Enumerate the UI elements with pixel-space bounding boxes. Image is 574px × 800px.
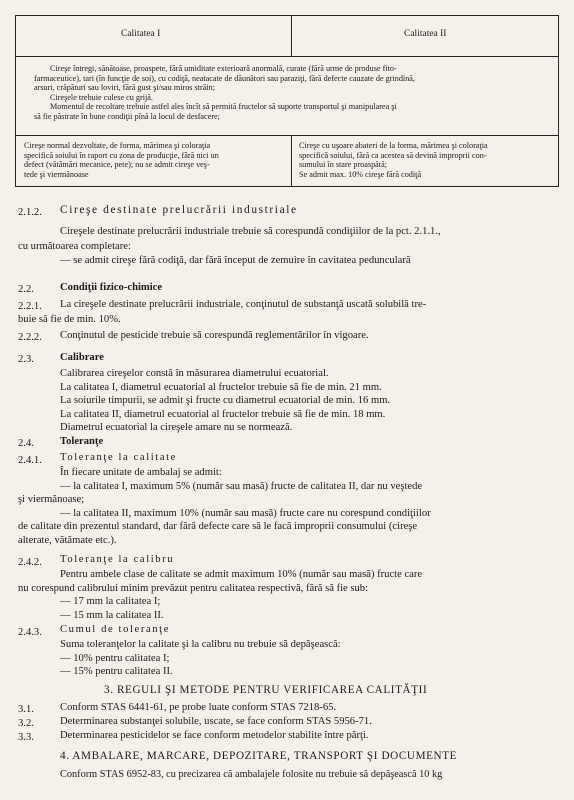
paragraph: La cireşele destinate prelucrării industriale, conţinutul de substanţă uscată solubilă tre- buie să fie de min. 10%. <box>18 299 427 325</box>
paragraph: Conţinutul de pesticide trebuie să corespundă reglementărilor în vigoare. <box>60 330 369 341</box>
chapter-title: 4. AMBALARE, MARCARE, DEPOZITARE, TRANSPORT ŞI DOCUMENTE <box>60 750 458 762</box>
section-number: 2.4. <box>18 438 34 449</box>
section-number: 2.2.1. <box>18 301 42 312</box>
subsection-title: Cumul de toleranţe <box>60 624 170 635</box>
chapter-title: 3. REGULI ŞI METODE PENTRU VERIFICAREA CALITĂŢII <box>104 684 428 696</box>
common-requirements: Cireşe întregi, sănătoase, proaspete, fără umiditate exterioară anormală, curate (fără urme de produse fito- farmaceutice), tari (în funcţie de soi), cu codiţă, neatacate de dăunători sau paraziţi, fără defecte cauzate de grindină, arsuri, crăpături sau loviri, fără gust şi/sau miros străin; Cireşele trebuie culese cu grijă. Momentul de recoltare trebuie astfel ales încît să permită fructelor să suporte transportul şi manipularea şi să fie păstrate în bune condiţii pînă la locul de desfacere; <box>34 64 415 121</box>
item-text: Determinarea pesticidelor se face conform metodelor stabilite între părţi. <box>60 730 369 741</box>
section-body: Calibrarea cireşelor constă în măsurarea diametrului ecuatorial. La calitatea I, diametrul ecuatorial al fructelor trebuie să fie de min. 21 mm. La soiurile timpurii, se admit şi fructe cu diametrul ecuatorial de min. 16 mm. La calitatea II, diametrul ecuatorial al fructelor trebuie să fie de min. 18 mm. Diametrul ecuatorial la cireşele amare nu se normează. <box>60 368 391 433</box>
subsection-title: Toleranţe la calitate <box>60 452 177 463</box>
item-text: Determinarea substanţei solubile, uscate, se face conform STAS 5956-71. <box>60 716 372 727</box>
item-number: 3.1. <box>18 704 34 715</box>
quality-table <box>15 15 559 187</box>
section-title: Toleranţe <box>60 436 104 447</box>
section-number: 2.4.2. <box>18 557 42 568</box>
section-body: Suma toleranţelor la calitate şi la calibru nu trebuie să depăşească: — 10% pentru calitatea I; — 15% pentru calitatea II. <box>60 639 341 678</box>
table-header-row <box>16 16 558 57</box>
header-quality-1: Calitatea I <box>121 29 161 39</box>
paragraph: Conform STAS 6952-83, cu precizarea că ambalajele folosite nu trebuie să depăşească 10 kg <box>60 769 443 780</box>
item-number: 3.3. <box>18 732 34 743</box>
section-body: Pentru ambele clase de calitate se admit maximum 10% (număr sau masă) fructe care nu corespund calibrului minim prevăzut pentru calitatea respectivă, fără să fie sub: — 17 mm la calitatea I; — 15 mm la calitatea II. <box>18 569 423 621</box>
section-number: 2.4.3. <box>18 627 42 638</box>
section-number: 2.1.2. <box>18 207 42 218</box>
quality-1-cell: Cireşe normal dezvoltate, de forma, mărimea şi coloraţia specifică soiului în raport cu zona de producţie, fără nici un defect (vătămări mecanice, pete); nu se admit cireşe veş- tede şi viermănoase <box>24 141 219 179</box>
header-quality-2: Calitatea II <box>404 29 447 39</box>
section-body: Cireşele destinate prelucrării industriale trebuie să corespundă condiţiilor de la pct. 2.1.1., cu următoarea completare: — se admit cireşe fără codiţă, dar fără început de zemuire în cavitatea pedunculară <box>18 226 441 266</box>
section-title: Condiţii fizico-chimice <box>60 282 163 293</box>
section-title: Calibrare <box>60 352 104 363</box>
section-title: Cireşe destinate prelucrării industriale <box>60 204 298 216</box>
item-text: Conform STAS 6441-61, pe probe luate conform STAS 7218-65. <box>60 702 337 713</box>
quality-2-cell: Cireşe cu uşoare abateri de la forma, mărimea şi coloraţia specifică soiului, fără ca acestea să devină improprii con- sumului în stare proaspătă; Se admit max. 10% cireşe fără codiţă <box>299 141 488 179</box>
section-number: 2.4.1. <box>18 455 42 466</box>
section-body: În fiecare unitate de ambalaj se admit: — la calitatea I, maximum 5% (număr sau masă) fructe de calitatea II, dar nu veştede şi viermănoase; — la calitatea II, maximum 10% (număr sau masă) fructe care nu corespund condiţiilor de calitate din prezentul standard, dar fără defecte care să le facă improprii consumului (cireşe alterate, vătămate etc.). <box>18 467 431 546</box>
item-number: 3.2. <box>18 718 34 729</box>
section-number: 2.2. <box>18 284 34 295</box>
section-number: 2.3. <box>18 354 34 365</box>
section-number: 2.2.2. <box>18 332 42 343</box>
subsection-title: Toleranţe la calibru <box>60 554 175 565</box>
